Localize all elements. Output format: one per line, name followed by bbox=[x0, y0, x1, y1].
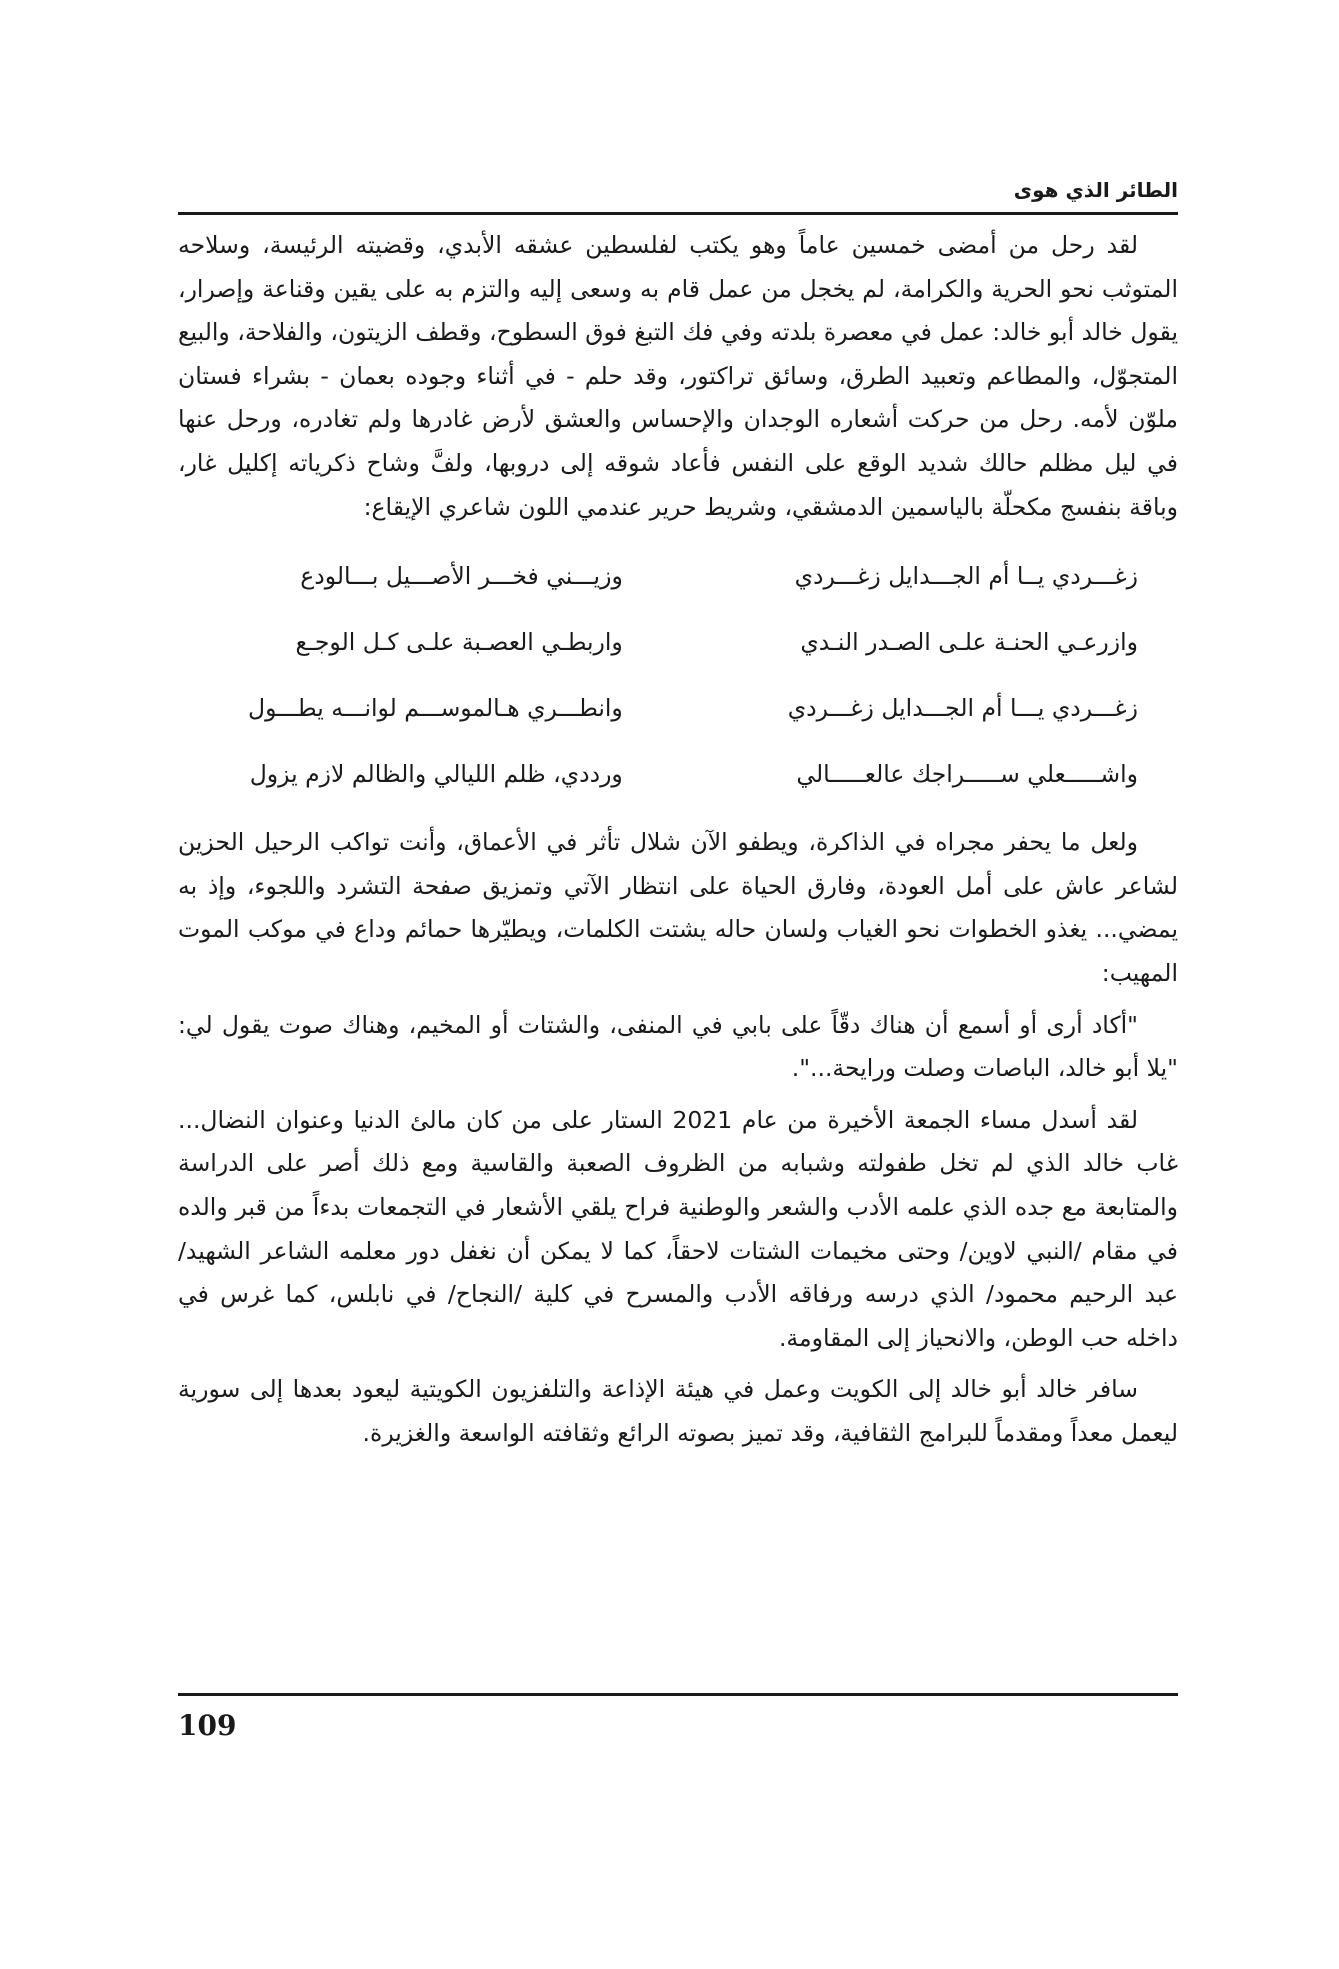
paragraph-4: سافر خالد أبو خالد إلى الكويت وعمل في هيئة الإذاعة والتلفزيون الكويتية ليعود بعدها إلى سورية ليعمل معداً ومقدماً للبرامج الثقافية، وقد تميز بصوته الرائع وثقافته الواسعة والغزيرة. bbox=[178, 1375, 1178, 1447]
poem bbox=[178, 543, 1178, 807]
verse-first-half: زغـــردي يـــا أم الجـــدايل زغـــردي bbox=[787, 694, 1138, 723]
page-number: 109 bbox=[178, 1709, 237, 1742]
poem-verse bbox=[218, 609, 1138, 675]
poem-verse bbox=[218, 675, 1138, 741]
verse-second-half: واربطـي العصـبة علـى كـل الوجـع bbox=[295, 628, 623, 657]
verse-second-half: ورددي، ظلم الليالي والظالم لازم يزول bbox=[249, 760, 623, 789]
header-rule bbox=[178, 212, 1178, 215]
paragraph-3: لقد أسدل مساء الجمعة الأخيرة من عام 2021 الستار على من كان مالئ الدنيا وعنوان النضال... غاب خالد الذي لم تخل طفولته وشبابه من الظروف الصعبة والقاسية ومع ذلك أصر على الدراسة والمتابعة مع جده الذي علمه الأدب والشعر والوطنية فراح يلقي الأشعار في التجمعات بدءاً من قبر والده في مقام /النبي لاوين/ وحتى مخيمات الشتات لاحقاً، كما لا يمكن أن نغفل دور معلمه الشاعر الشهيد/ عبد الرحيم محمود/ الذي درسه ورفاقه الأدب والمسرح في كلية /النجاح/ في نابلس، كما غرس في داخله حب الوطن، والانحياز إلى المقاومة. bbox=[178, 1105, 1178, 1352]
verse-first-half: زغـــردي يــا أم الجـــدايل زغـــردي bbox=[794, 562, 1138, 591]
quotation: "أكاد أرى أو أسمع أن هناك دقّاً على بابي في المنفى، والشتات أو المخيم، وهناك صوت يقول لي: "يلا أبو خالد، الباصات وصلت ورايحة...". bbox=[178, 1010, 1178, 1083]
footer-rule bbox=[178, 1693, 1178, 1696]
verse-first-half: وازرعـي الحنـة علـى الصـدر النـدي bbox=[800, 628, 1138, 657]
verse-second-half: وانطـــري هـالموســـم لوانـــه يطـــول bbox=[248, 694, 623, 723]
verse-first-half: واشـــــعلي ســـــراجك عالعـــــالي bbox=[796, 760, 1138, 789]
paragraph-1: لقد رحل من أمضى خمسين عاماً وهو يكتب لفلسطين عشقه الأبدي، وقضيته الرئيسة، وسلاحه المتوثب نحو الحرية والكرامة، لم يخجل من عمل قام به وسعى إليه والتزم به على يقين وقناعة وإصرار، يقول خالد أبو خالد: عمل في معصرة بلدته وفي فك التبغ فوق السطوح، وقطف الزيتون، والفلاحة، والبيع المتجوّل، والمطاعم وتعبيد الطرق، وسائق تراكتور، وقد حلم - في أثناء وجوده بعمان - بشراء فستان ملوّن لأمه. رحل من حركت أشعاره الوجدان والإحساس والعشق لأرض غادرها ولم تغادره، ورحل عنها في ليل مظلم حالك شديد الوقع على النفس فأعاد شوقه إلى دروبها، ولفَّ وشاح ذكرياته إكليل غار، وباقة بنفسج مكحلّة بالياسمين الدمشقي، وشريط حرير عندمي اللون شاعري الإيقاع: bbox=[178, 231, 1178, 521]
verse-second-half: وزيـــني فخـــر الأصـــيل بـــالودع bbox=[300, 562, 623, 591]
poem-verse bbox=[218, 741, 1138, 807]
body-text bbox=[178, 224, 1178, 1463]
paragraph-2: ولعل ما يحفر مجراه في الذاكرة، ويطفو الآن شلال تأثر في الأعماق، وأنت تواكب الرحيل الحزين لشاعر عاش على أمل العودة، وفارق الحياة على انتظار الآتي وتمزيق صفحة التشرد واللجوء، وإذ به يمضي... يغذو الخطوات نحو الغياب ولسان حاله يشتت الكلمات، ويطيّرها حمائم وداع في موكب الموت المهيب: bbox=[178, 828, 1178, 987]
poem-verse bbox=[218, 543, 1138, 609]
running-title: الطائر الذي هوى bbox=[1013, 178, 1178, 202]
running-header bbox=[178, 168, 1178, 212]
